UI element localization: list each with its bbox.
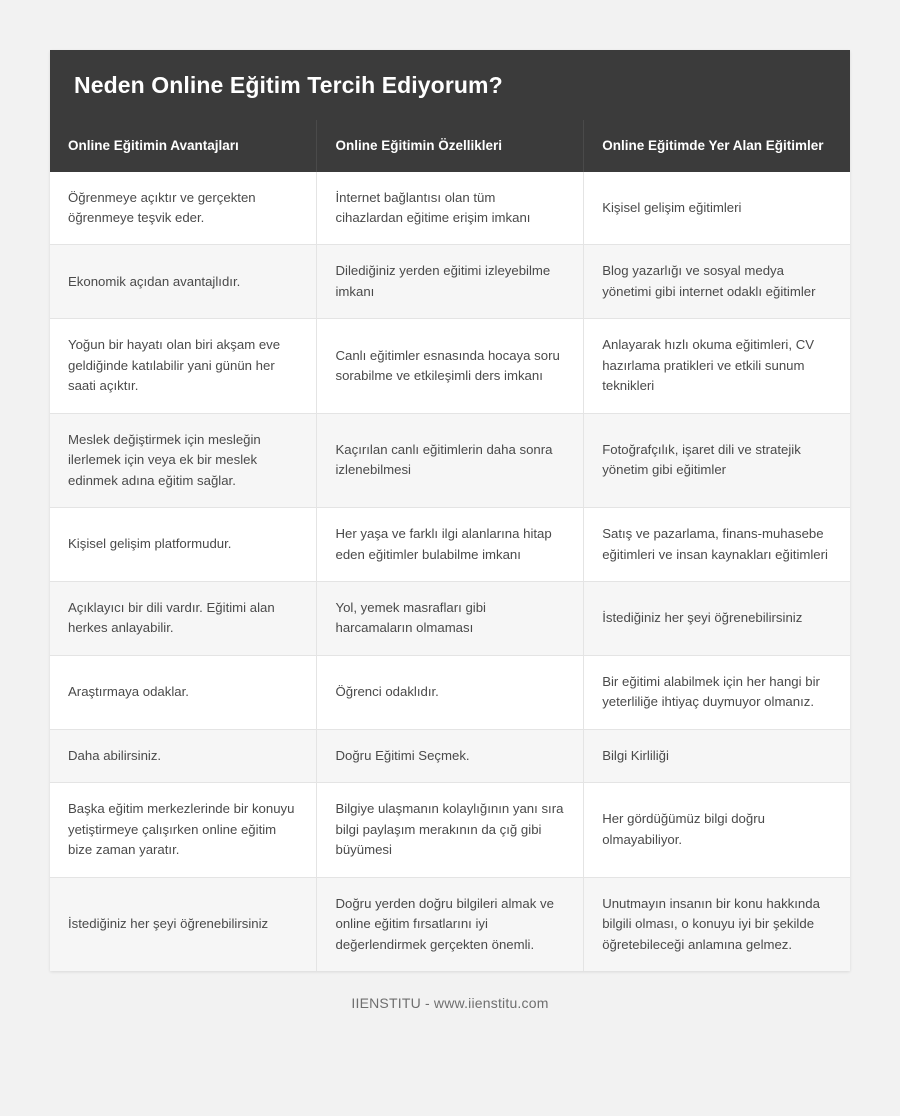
cell-training: Satış ve pazarlama, finans-muhasebe eğitimleri ve insan kaynakları eğitimleri	[584, 508, 850, 582]
comparison-table-card	[50, 50, 850, 971]
cell-training: Kişisel gelişim eğitimleri	[584, 172, 850, 245]
cell-feature: İnternet bağlantısı olan tüm cihazlardan eğitime erişim imkanı	[317, 172, 584, 245]
cell-advantage: Daha abilirsiniz.	[50, 729, 317, 782]
cell-feature: Bilgiye ulaşmanın kolaylığının yanı sıra bilgi paylaşım merakının da çığ gibi büyümesi	[317, 783, 584, 877]
table-row	[50, 582, 850, 656]
cell-advantage: Başka eğitim merkezlerinde bir konuyu yetiştirmeye çalışırken online eğitim bize zaman yaratır.	[50, 783, 317, 877]
table-row	[50, 655, 850, 729]
page-title: Neden Online Eğitim Tercih Ediyorum?	[50, 50, 850, 120]
footer-attribution: IIENSTITU - www.iienstitu.com	[351, 994, 549, 1011]
cell-feature: Yol, yemek masrafları gibi harcamaların olmaması	[317, 582, 584, 656]
cell-feature: Doğru Eğitimi Seçmek.	[317, 729, 584, 782]
table-row	[50, 172, 850, 245]
table-row	[50, 245, 850, 319]
cell-training: Fotoğrafçılık, işaret dili ve stratejik yönetim gibi eğitimler	[584, 413, 850, 507]
cell-training: Bir eğitimi alabilmek için her hangi bir yeterliliğe ihtiyaç duymuyor olmanız.	[584, 655, 850, 729]
cell-advantage: İstediğiniz her şeyi öğrenebilirsiniz	[50, 877, 317, 971]
column-header-features: Online Eğitimin Özellikleri	[317, 120, 584, 172]
table-body	[50, 172, 850, 971]
table-row	[50, 729, 850, 782]
cell-advantage: Ekonomik açıdan avantajlıdır.	[50, 245, 317, 319]
table-header	[50, 120, 850, 172]
table-row	[50, 877, 850, 971]
cell-feature: Öğrenci odaklıdır.	[317, 655, 584, 729]
table-row	[50, 319, 850, 413]
cell-advantage: Meslek değiştirmek için mesleğin ilerlemek için veya ek bir meslek edinmek adına eğitim sağlar.	[50, 413, 317, 507]
cell-feature: Canlı eğitimler esnasında hocaya soru sorabilme ve etkileşimli ders imkanı	[317, 319, 584, 413]
table-row	[50, 413, 850, 507]
cell-training: Blog yazarlığı ve sosyal medya yönetimi gibi internet odaklı eğitimler	[584, 245, 850, 319]
cell-feature: Kaçırılan canlı eğitimlerin daha sonra izlenebilmesi	[317, 413, 584, 507]
cell-training: Her gördüğümüz bilgi doğru olmayabiliyor.	[584, 783, 850, 877]
cell-feature: Dilediğiniz yerden eğitimi izleyebilme imkanı	[317, 245, 584, 319]
cell-advantage: Araştırmaya odaklar.	[50, 655, 317, 729]
column-header-advantages: Online Eğitimin Avantajları	[50, 120, 317, 172]
cell-training: Bilgi Kirliliği	[584, 729, 850, 782]
cell-training: Unutmayın insanın bir konu hakkında bilgili olması, o konuyu iyi bir şekilde öğretebileceği anlamına gelmez.	[584, 877, 850, 971]
table-row	[50, 508, 850, 582]
column-header-trainings: Online Eğitimde Yer Alan Eğitimler	[584, 120, 850, 172]
cell-training: İstediğiniz her şeyi öğrenebilirsiniz	[584, 582, 850, 656]
cell-advantage: Kişisel gelişim platformudur.	[50, 508, 317, 582]
comparison-table	[50, 120, 850, 971]
table-header-row	[50, 120, 850, 172]
cell-advantage: Yoğun bir hayatı olan biri akşam eve geldiğinde katılabilir yani günün her saati açıktır.	[50, 319, 317, 413]
cell-advantage: Öğrenmeye açıktır ve gerçekten öğrenmeye teşvik eder.	[50, 172, 317, 245]
cell-training: Anlayarak hızlı okuma eğitimleri, CV hazırlama pratikleri ve etkili sunum teknikleri	[584, 319, 850, 413]
cell-feature: Doğru yerden doğru bilgileri almak ve online eğitim fırsatlarını iyi değerlendirmek gerçekten önemli.	[317, 877, 584, 971]
table-row	[50, 783, 850, 877]
cell-feature: Her yaşa ve farklı ilgi alanlarına hitap eden eğitimler bulabilme imkanı	[317, 508, 584, 582]
cell-advantage: Açıklayıcı bir dili vardır. Eğitimi alan herkes anlayabilir.	[50, 582, 317, 656]
